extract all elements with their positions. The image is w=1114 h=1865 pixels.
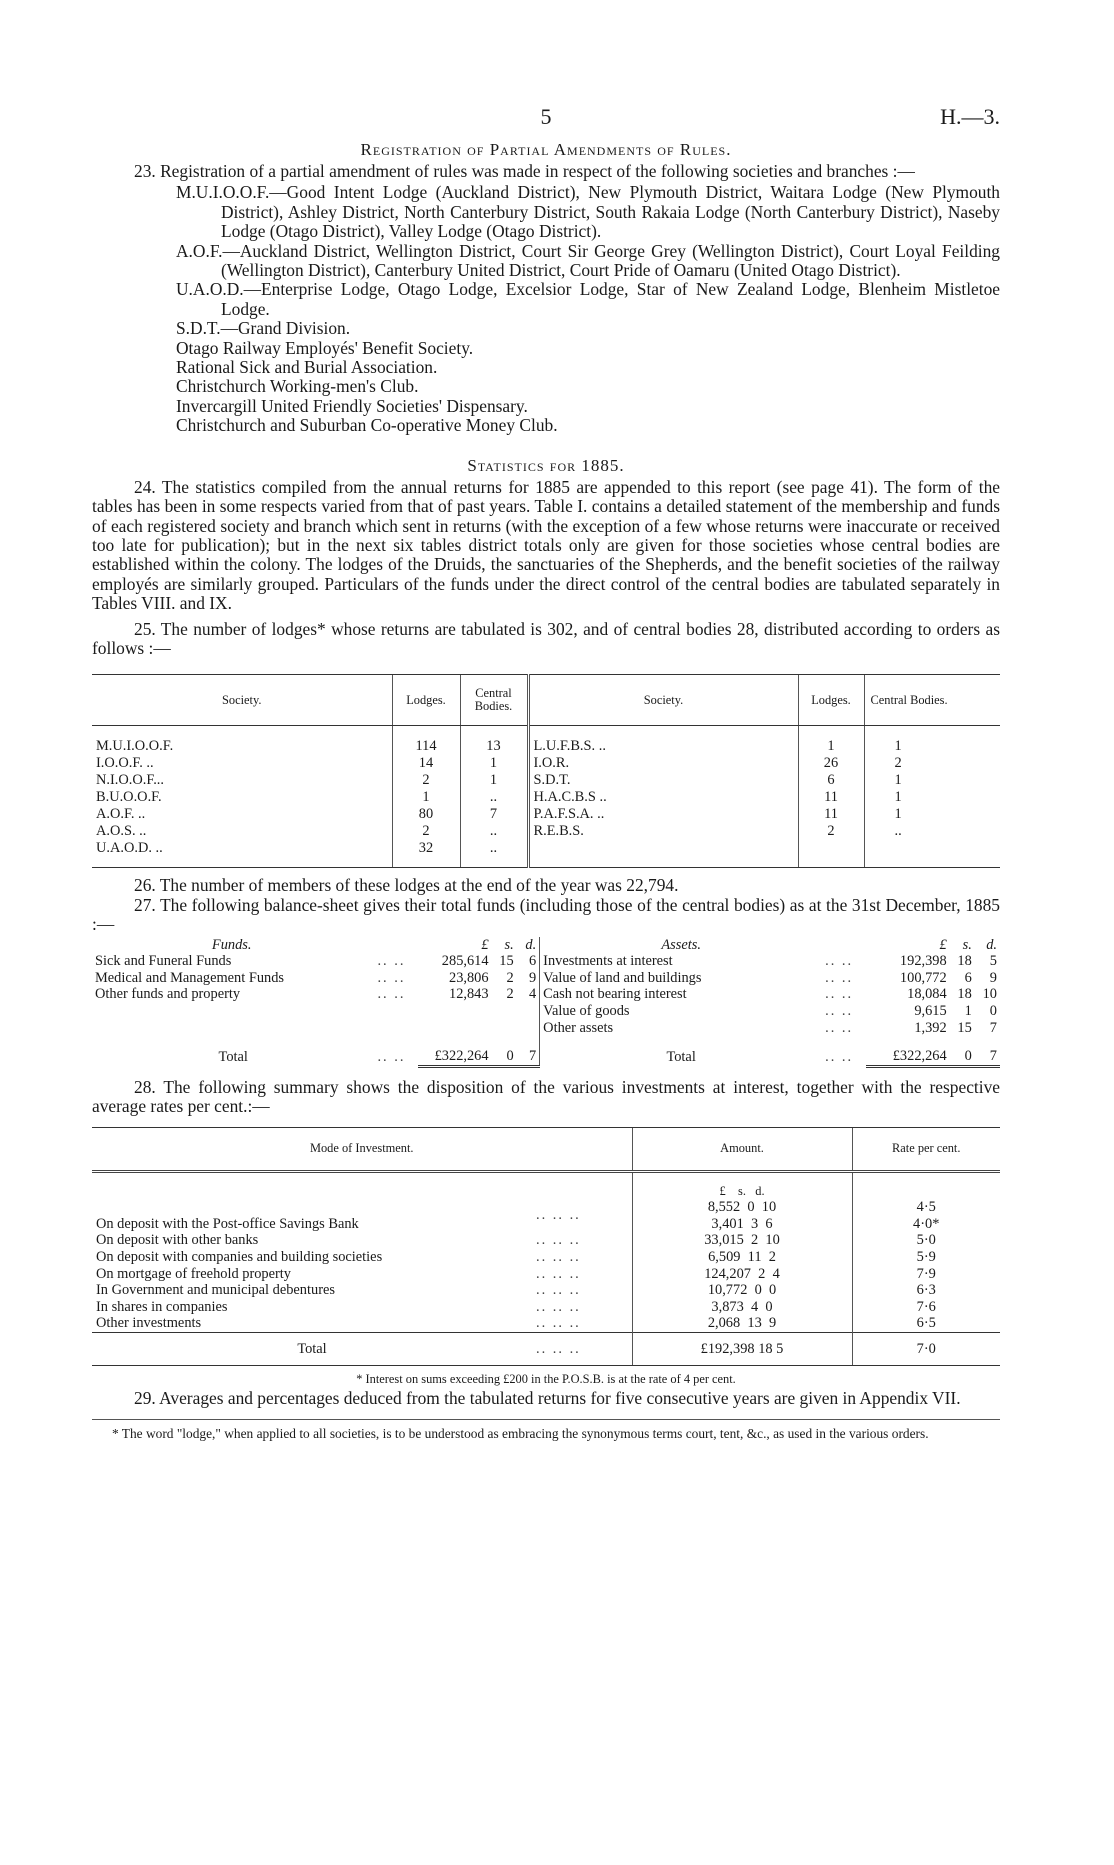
col-header-rate: Rate per cent. [852, 1127, 1000, 1171]
investment-amount [632, 1282, 852, 1299]
amount-value: 124,207 2 4 [704, 1265, 780, 1282]
page-header [92, 100, 1000, 134]
paragraph-25: 25. The number of lodges* whose returns are tabulated is 302, and of central bodies 28, distributed according to orders as follows :— [92, 618, 1000, 658]
investment-amount [632, 1266, 852, 1283]
society-name: S.D.T. [528, 772, 798, 789]
asset-name: Value of goods [543, 1002, 630, 1019]
asset-pounds: 1,392 [914, 1019, 947, 1036]
investment-amount [632, 1199, 852, 1232]
investment-mode: Other investments [96, 1315, 202, 1332]
central-bodies-count: .. [460, 840, 528, 868]
list-item: A.O.F.—Auckland District, Wellington District, Court Sir George Grey (Wellington District), Court Loyal Feilding (Wellington District), Canterbury United District, Court Pride of Oamaru (United Otago District). [176, 240, 1000, 281]
society-name: R.E.B.S. [528, 823, 798, 840]
table-row [92, 953, 1000, 970]
central-bodies-count: .. [460, 789, 528, 806]
investments-table [92, 1127, 1000, 1367]
table-row [92, 1282, 1000, 1299]
leader-dots: .. .. .. [536, 1315, 581, 1332]
investment-rate [852, 1266, 1000, 1283]
table-note: * Interest on sums exceeding £200 in the P.O.S.B. is at the rate of 4 per cent. [356, 1372, 736, 1387]
lodges-count: 2 [392, 823, 460, 840]
table-row [92, 840, 1000, 868]
society-name: N.I.O.O.F... [96, 772, 165, 789]
shillings-heading: s. [504, 936, 514, 953]
fund-shillings: 2 [506, 986, 514, 1003]
amount-value: 3,873 4 0 [711, 1298, 773, 1315]
table-row [92, 1003, 1000, 1020]
total-amount: £192,398 18 5 [632, 1332, 852, 1366]
spacer [822, 937, 866, 954]
asset-pence: 5 [989, 953, 997, 970]
document-reference: H.—3. [940, 104, 1000, 129]
society-name: L.U.F.B.S. .. [528, 726, 798, 756]
table-row [92, 806, 1000, 823]
lodges-count: 26 [798, 755, 864, 772]
society-name [528, 840, 798, 868]
central-bodies-count: 1 [864, 789, 1000, 806]
total-shillings: 0 [950, 1036, 975, 1066]
col-header-mode: Mode of Investment. [92, 1127, 632, 1171]
paragraph-24: 24. The statistics compiled from the annual returns for 1885 are appended to this report (see page 41). The form of the tables has been in some respects varied from that of past years. Table I. contains a detailed statement of the membership and funds of each registered society and branch which sent in returns (with the exception of a few whose returns were inaccurate or received too late for publication); but in the next six tables district totals only are given for those societies whose central bodies are established within the colony. The lodges of the Druids, the sanctuaries of the Shepherds, and the benefit societies of the railway employés are similarly grouped. Particulars of the funds under the direct control of the central bodies are tabulated separately in Tables VIII. and IX. [92, 476, 1000, 614]
paragraph-29: 29. Averages and percentages deduced from the tabulated returns for five consecutive years are given in Appendix VII. [134, 1388, 961, 1409]
balance-total-row [92, 1036, 1000, 1066]
total-label: Total [666, 1048, 696, 1065]
asset-pounds: 100,772 [899, 969, 947, 986]
col-header-lodges: Lodges. [392, 675, 460, 726]
table-row [92, 1199, 1000, 1232]
currency-units: £ s. d. [632, 1171, 852, 1199]
fund-pounds: 23,806 [449, 969, 489, 986]
central-bodies-count: 13 [460, 726, 528, 756]
asset-pounds: 18,084 [907, 986, 947, 1003]
rate-value: 6·5 [916, 1315, 936, 1332]
central-bodies-count: .. [460, 823, 528, 840]
spacer [92, 1171, 532, 1199]
list-item: Rational Sick and Burial Association. [176, 357, 438, 378]
leader-dots [374, 1003, 418, 1020]
amount-value: 10,772 0 0 [707, 1282, 777, 1299]
paragraph-27: 27. The following balance-sheet gives their total funds (including those of the central bodies) as at the 31st December, 1885 :— [92, 894, 1000, 935]
lodges-count: 14 [392, 755, 460, 772]
asset-name: Investments at interest [543, 953, 673, 970]
total-pounds: £322,264 [866, 1036, 950, 1066]
asset-name: Other assets [543, 1019, 614, 1036]
lodges-count: 11 [798, 789, 864, 806]
investment-mode: On mortgage of freehold property [96, 1265, 292, 1282]
table-row [92, 1266, 1000, 1283]
leader-dots: .. .. [825, 1002, 854, 1019]
paragraph-23: 23. Registration of a partial amendment of rules was made in respect of the following societies and branches :— [134, 161, 915, 181]
lodges-count: 80 [392, 806, 460, 823]
society-list [176, 183, 1000, 435]
society-name: B.U.O.O.F. [96, 789, 162, 806]
asset-shillings: 18 [957, 953, 972, 970]
asset-shillings: 1 [964, 1002, 972, 1019]
leader-dots: .. .. .. [536, 1207, 581, 1224]
investment-amount [632, 1249, 852, 1266]
pounds-heading: £ [939, 936, 947, 953]
central-bodies-count: 1 [460, 772, 528, 789]
list-item: M.U.I.O.O.F.—Good Intent Lodge (Auckland District), New Plymouth District, Waitara Lodge (New Plymouth District), Ashley District, North Canterbury District, South Rakaia Lodge (North Canterbury District), Naseby Lodge (Otago District), Valley Lodge (Otago District). [176, 182, 1000, 242]
asset-shillings: 18 [957, 986, 972, 1003]
asset-shillings: 6 [964, 969, 972, 986]
central-bodies-count: 1 [864, 726, 1000, 756]
fund-pence: 9 [517, 970, 540, 987]
fund-name: Other funds and property [95, 986, 241, 1003]
pence-heading: d. [986, 936, 997, 953]
rate-value: 4·0* [913, 1215, 940, 1232]
col-header-central-bodies: Central Bodies. [864, 675, 1000, 726]
asset-pounds: 9,615 [914, 1002, 947, 1019]
leader-dots: .. .. .. [536, 1265, 581, 1282]
list-item: S.D.T.—Grand Division. [176, 318, 351, 339]
rate-value: 7·6 [916, 1298, 936, 1315]
fund-name [92, 1020, 374, 1037]
section-title-registration: Registration of Partial Amendments of Rules. [360, 140, 732, 159]
society-name: H.A.C.B.S .. [528, 789, 798, 806]
asset-shillings: 15 [957, 1019, 972, 1036]
rate-value: 4·5 [916, 1199, 936, 1216]
leader-dots: .. .. [825, 969, 854, 986]
investment-rate [852, 1249, 1000, 1266]
fund-name: Medical and Management Funds [95, 969, 285, 986]
lodges-count: 2 [392, 772, 460, 789]
lodges-count [798, 840, 864, 868]
table-row [92, 755, 1000, 772]
spacer [532, 1171, 632, 1199]
investment-amount [632, 1315, 852, 1332]
amount-value: 6,509 11 2 [708, 1248, 776, 1265]
fund-pounds [418, 1003, 491, 1020]
paragraph-26: 26. The number of members of these lodges at the end of the year was 22,794. [134, 875, 679, 896]
footnote: * The word "lodge," when applied to all societies, is to be understood as embracing the synonymous terms court, tent, &c., as used in the various orders. [92, 1419, 1000, 1441]
table-row [92, 970, 1000, 987]
leader-dots: .. .. [377, 1048, 406, 1065]
table-row [92, 986, 1000, 1003]
leader-dots: .. .. [377, 969, 406, 986]
lodges-table [92, 674, 1000, 868]
col-header-lodges: Lodges. [798, 675, 864, 726]
lodges-count: 1 [392, 789, 460, 806]
total-pounds: £322,264 [418, 1036, 491, 1066]
col-header-amount: Amount. [632, 1127, 852, 1171]
leader-dots: .. .. [825, 953, 854, 970]
paragraph-28: 28. The following summary shows the disposition of the various investments at interest, together with the respective average rates per cent.:— [92, 1076, 1000, 1117]
asset-pence: 0 [989, 1002, 997, 1019]
central-bodies-count: 1 [864, 806, 1000, 823]
total-pence: 7 [517, 1036, 540, 1066]
society-name: M.U.I.O.O.F. [96, 738, 174, 755]
rate-value: 7·9 [916, 1265, 936, 1282]
balance-header-row [92, 937, 1000, 954]
balance-sheet [92, 937, 1000, 1068]
leader-dots: .. .. .. [536, 1248, 581, 1265]
shillings-heading: s. [962, 936, 972, 953]
fund-shillings: 15 [499, 953, 514, 970]
asset-pence: 10 [982, 986, 997, 1003]
society-name: U.A.O.D. .. [92, 840, 392, 868]
investment-rate [852, 1299, 1000, 1316]
fund-name [92, 1003, 374, 1020]
amount-value: 3,401 3 6 [711, 1215, 773, 1232]
fund-shillings: 2 [506, 969, 514, 986]
asset-pence: 9 [989, 969, 997, 986]
list-item: U.A.O.D.—Enterprise Lodge, Otago Lodge, Excelsior Lodge, Star of New Zealand Lodge, Blenheim Mistletoe Lodge. [176, 279, 1000, 319]
society-name: A.O.F. .. [96, 806, 146, 823]
table-row [92, 1299, 1000, 1316]
table-row [92, 1020, 1000, 1037]
society-name: I.O.R. [528, 755, 798, 772]
fund-pounds: 285,614 [441, 953, 489, 970]
table-row [92, 772, 1000, 789]
table-row [92, 1232, 1000, 1249]
table-row [92, 726, 1000, 756]
total-label: Total [218, 1048, 248, 1065]
central-bodies-count: 1 [460, 755, 528, 772]
list-item: Christchurch and Suburban Co-operative Money Club. [176, 415, 558, 436]
investment-total-row [92, 1332, 1000, 1366]
table-row [92, 1249, 1000, 1266]
fund-pence: 4 [517, 986, 540, 1003]
fund-pence [517, 1020, 540, 1037]
asset-pence: 7 [989, 1019, 997, 1036]
currency-subheader [92, 1171, 1000, 1199]
amount-value: 2,068 13 9 [707, 1315, 777, 1332]
investment-mode: On deposit with companies and building societies [96, 1248, 383, 1265]
leader-dots: .. .. [825, 1048, 854, 1065]
rate-value: 6·3 [916, 1282, 936, 1299]
lodges-count: 2 [798, 823, 864, 840]
investment-rate [852, 1282, 1000, 1299]
leader-dots: .. .. .. [532, 1332, 632, 1366]
table-row [92, 1315, 1000, 1332]
central-bodies-count: 7 [460, 806, 528, 823]
leader-dots [374, 1020, 418, 1037]
list-item: Otago Railway Employés' Benefit Society. [176, 337, 474, 358]
society-name: I.O.O.F. .. [96, 755, 154, 772]
pence-heading: d. [517, 937, 540, 954]
total-shillings: 0 [492, 1036, 517, 1066]
leader-dots: .. .. [377, 953, 406, 970]
investment-mode: On deposit with other banks [96, 1232, 259, 1249]
assets-heading: Assets. [661, 936, 701, 953]
society-name: A.O.S. .. [96, 823, 147, 840]
pounds-heading: £ [481, 936, 489, 953]
central-bodies-count: 2 [864, 755, 1000, 772]
col-header-society: Society. [528, 675, 798, 726]
central-bodies-count: .. [864, 823, 1000, 840]
amount-value: 8,552 0 10 [707, 1199, 777, 1216]
total-rate: 7·0 [852, 1332, 1000, 1366]
leader-dots: .. .. .. [536, 1282, 581, 1299]
lodges-count: 6 [798, 772, 864, 789]
central-bodies-count [864, 840, 1000, 868]
leader-dots: .. .. [377, 986, 406, 1003]
rate-value: 5·0 [916, 1232, 936, 1249]
leader-dots: .. .. [825, 1019, 854, 1036]
fund-name: Sick and Funeral Funds [95, 953, 232, 970]
fund-shillings [492, 1003, 517, 1020]
col-header-central-bodies: Central Bodies. [460, 675, 528, 726]
page-number: 5 [540, 104, 552, 129]
document-page [92, 100, 1000, 1441]
fund-shillings [492, 1020, 517, 1037]
lodges-count: 32 [392, 840, 460, 868]
investment-mode: On deposit with the Post-office Savings Bank [96, 1215, 359, 1232]
table-row [92, 823, 1000, 840]
fund-pence: 6 [517, 953, 540, 970]
investment-rate [852, 1199, 1000, 1232]
leader-dots: .. .. .. [536, 1232, 581, 1249]
lodges-count: 114 [392, 726, 460, 756]
central-bodies-count: 1 [864, 772, 1000, 789]
lodges-count: 1 [798, 726, 864, 756]
investment-rate [852, 1232, 1000, 1249]
investment-rate [852, 1315, 1000, 1332]
funds-heading: Funds. [211, 936, 252, 953]
total-pence: 7 [975, 1036, 1000, 1066]
leader-dots: .. .. [825, 986, 854, 1003]
rate-value: 5·9 [916, 1248, 936, 1265]
investment-amount [632, 1232, 852, 1249]
society-name: P.A.F.S.A. .. [528, 806, 798, 823]
list-item: Christchurch Working-men's Club. [176, 376, 419, 397]
list-item: Invercargill United Friendly Societies' Dispensary. [176, 395, 528, 416]
fund-pounds: 12,843 [449, 986, 489, 1003]
investment-mode: In Government and municipal debentures [96, 1282, 335, 1299]
amount-value: 33,015 2 10 [704, 1232, 780, 1249]
investment-mode: In shares in companies [96, 1298, 228, 1315]
asset-pounds: 192,398 [899, 953, 947, 970]
fund-pence [517, 1003, 540, 1020]
spacer [852, 1171, 1000, 1199]
asset-name: Value of land and buildings [543, 969, 702, 986]
col-header-society: Society. [92, 675, 392, 726]
asset-name: Cash not bearing interest [543, 986, 687, 1003]
spacer [374, 937, 418, 954]
lodges-count: 11 [798, 806, 864, 823]
table-row [92, 789, 1000, 806]
leader-dots: .. .. .. [536, 1298, 581, 1315]
total-label: Total [92, 1332, 532, 1366]
section-title-statistics: Statistics for 1885. [467, 455, 625, 475]
investment-amount [632, 1299, 852, 1316]
fund-pounds [418, 1020, 491, 1037]
